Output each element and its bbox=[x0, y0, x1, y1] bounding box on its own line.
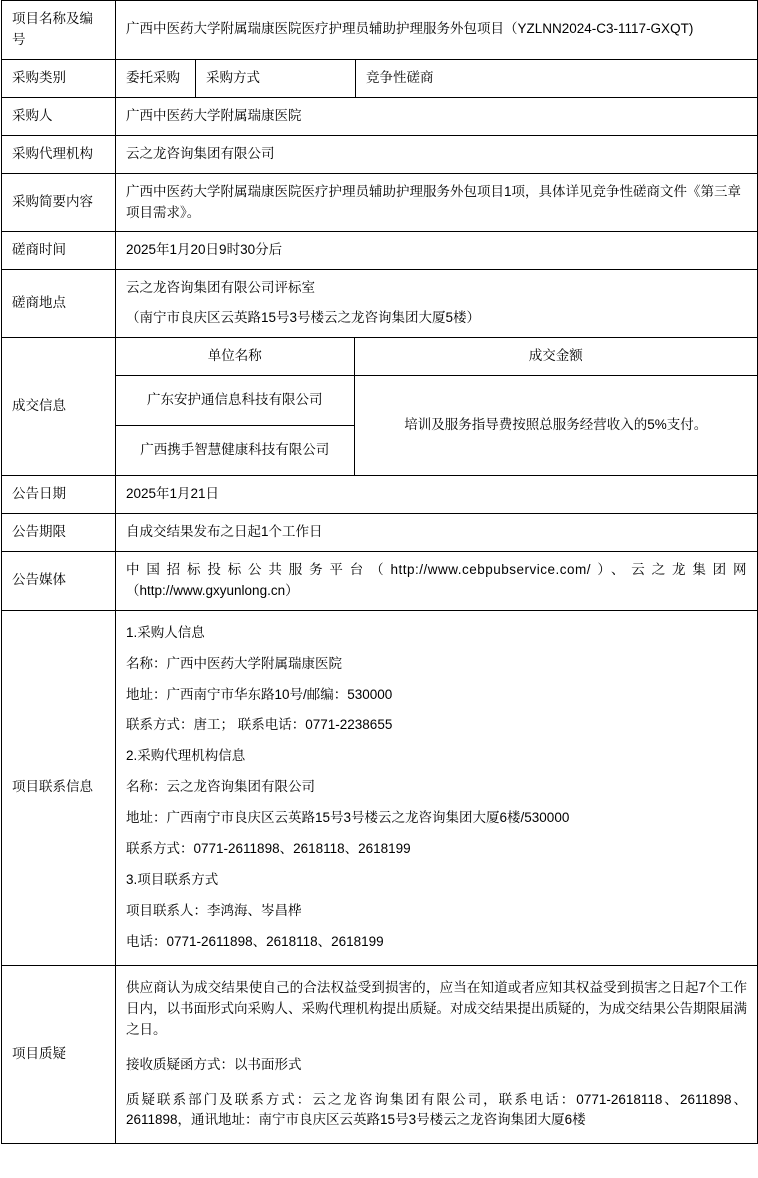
contact-line: 项目联系人：李鸿海、岑昌桦 bbox=[126, 902, 302, 918]
label-result: 成交信息 bbox=[2, 338, 116, 476]
contact-line: 地址：广西南宁市良庆区云英路15号3号楼云之龙咨询集团大厦6楼/530000 bbox=[126, 810, 570, 826]
result-unit-1: 广东安护通信息科技有限公司 bbox=[116, 376, 354, 426]
value-announce-media bbox=[116, 551, 758, 610]
value-procurement-category: 委托采购 bbox=[116, 59, 196, 97]
value-project-name: 广西中医药大学附属瑞康医院医疗护理员辅助护理服务外包项目（YZLNN2024-C3-1117-GXQT) bbox=[116, 1, 758, 60]
announce-media-line2: （http://www.gxyunlong.cn） bbox=[126, 582, 299, 598]
announce-media-line1: 中国招标投标公共服务平台（http://www.cebpubservice.com/）、云之龙集团网 bbox=[126, 561, 748, 577]
label-negotiation-place: 磋商地点 bbox=[2, 270, 116, 338]
value-announce-period: 自成交结果发布之日起1个工作日 bbox=[116, 513, 758, 551]
result-unit-2: 广西携手智慧健康科技有限公司 bbox=[116, 426, 354, 475]
contact-line: 3.项目联系方式 bbox=[126, 872, 219, 888]
query-paragraph: 接收质疑函方式：以书面形式 bbox=[126, 1056, 302, 1072]
table-row-announce-date bbox=[2, 475, 758, 513]
contact-line: 2.采购代理机构信息 bbox=[126, 748, 246, 764]
label-announce-period: 公告期限 bbox=[2, 513, 116, 551]
label-summary: 采购简要内容 bbox=[2, 173, 116, 232]
result-subtable bbox=[116, 338, 757, 475]
result-amount: 培训及服务指导费按照总服务经营收入的5%支付。 bbox=[354, 376, 757, 475]
label-announce-date: 公告日期 bbox=[2, 475, 116, 513]
label-purchaser: 采购人 bbox=[2, 97, 116, 135]
query-paragraph: 质疑联系部门及联系方式：云之龙咨询集团有限公司，联系电话：0771-2618118、2611898、2611898，通讯地址：南宁市良庆区云英路15号3号楼云之龙咨询集团大厦6楼 bbox=[126, 1091, 748, 1128]
label-agency: 采购代理机构 bbox=[2, 135, 116, 173]
table-row-project-name bbox=[2, 1, 758, 60]
contact-line: 联系方式：唐工； 联系电话：0771-2238655 bbox=[126, 717, 393, 733]
value-query bbox=[116, 965, 758, 1144]
table-row-announce-period bbox=[2, 513, 758, 551]
table-row-contact bbox=[2, 610, 758, 965]
label-procurement-category: 采购类别 bbox=[2, 59, 116, 97]
result-subtable-container bbox=[116, 338, 758, 476]
negotiation-place-line2: （南宁市良庆区云英路15号3号楼云之龙咨询集团大厦5楼） bbox=[126, 310, 481, 326]
label-negotiation-time: 磋商时间 bbox=[2, 232, 116, 270]
label-announce-media: 公告媒体 bbox=[2, 551, 116, 610]
label-procurement-method: 采购方式 bbox=[196, 59, 356, 97]
result-row-1 bbox=[116, 376, 757, 426]
result-header-row bbox=[116, 338, 757, 375]
value-announce-date: 2025年1月21日 bbox=[116, 475, 758, 513]
contact-line: 名称：广西中医药大学附属瑞康医院 bbox=[126, 655, 342, 671]
contact-line: 地址：广西南宁市华东路10号/邮编：530000 bbox=[126, 686, 393, 702]
table-row-query bbox=[2, 965, 758, 1144]
value-procurement-method: 竞争性磋商 bbox=[356, 59, 758, 97]
label-contact: 项目联系信息 bbox=[2, 610, 116, 965]
result-col-amount: 成交金额 bbox=[354, 338, 757, 375]
contact-line: 名称：云之龙咨询集团有限公司 bbox=[126, 779, 315, 795]
value-agency: 云之龙咨询集团有限公司 bbox=[116, 135, 758, 173]
table-row-result bbox=[2, 338, 758, 476]
procurement-result-table bbox=[1, 0, 758, 1144]
query-paragraph: 供应商认为成交结果使自己的合法权益受到损害的，应当在知道或者应知其权益受到损害之日起7个工作日内，以书面形式向采购人、采购代理机构提出质疑。对成交结果提出质疑的，为成交结果公告期限届满之日。 bbox=[126, 979, 748, 1037]
value-negotiation-place bbox=[116, 270, 758, 338]
value-negotiation-time: 2025年1月20日9时30分后 bbox=[116, 232, 758, 270]
table-row-announce-media bbox=[2, 551, 758, 610]
contact-line: 1.采购人信息 bbox=[126, 624, 205, 640]
contact-line: 联系方式：0771-2611898、2618118、2618199 bbox=[126, 841, 411, 857]
contact-line: 电话：0771-2611898、2618118、2618199 bbox=[126, 933, 384, 949]
value-summary: 广西中医药大学附属瑞康医院医疗护理员辅助护理服务外包项目1项，具体详见竞争性磋商文件《第三章 项目需求》。 bbox=[116, 173, 758, 232]
table-row-purchaser bbox=[2, 97, 758, 135]
negotiation-place-line1: 云之龙咨询集团有限公司评标室 bbox=[126, 280, 315, 296]
result-col-unit: 单位名称 bbox=[116, 338, 354, 375]
label-project-name: 项目名称及编号 bbox=[2, 1, 116, 60]
table-row-agency bbox=[2, 135, 758, 173]
label-query: 项目质疑 bbox=[2, 965, 116, 1144]
table-row-negotiation-time bbox=[2, 232, 758, 270]
table-row-procurement-category bbox=[2, 59, 758, 97]
table-row-negotiation-place bbox=[2, 270, 758, 338]
value-purchaser: 广西中医药大学附属瑞康医院 bbox=[116, 97, 758, 135]
table-row-summary bbox=[2, 173, 758, 232]
value-contact bbox=[116, 610, 758, 965]
